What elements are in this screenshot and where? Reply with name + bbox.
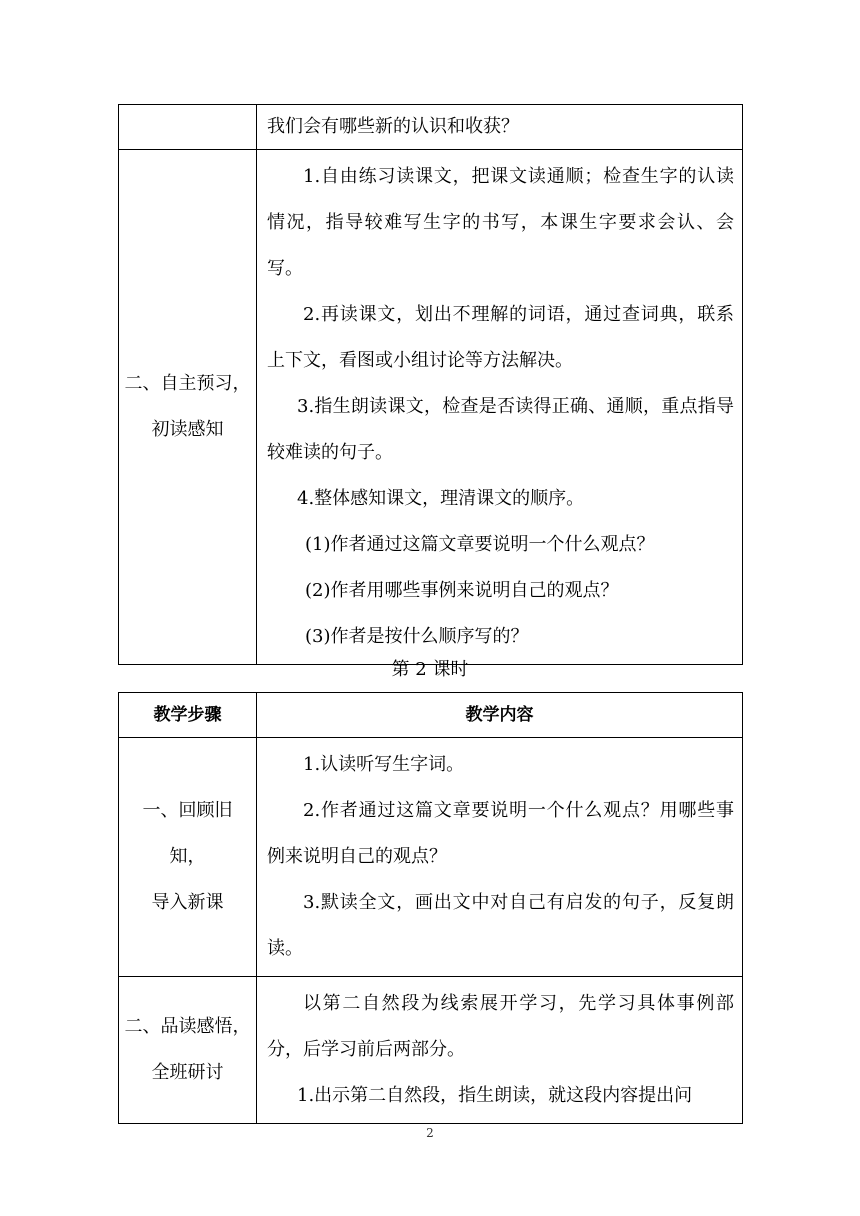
step-label: 导入新课 bbox=[151, 892, 224, 913]
step-label: 一、回顾旧 bbox=[142, 800, 233, 821]
content-cell: 我们会有哪些新的认识和收获？ bbox=[257, 105, 743, 150]
lesson-table-2 bbox=[118, 692, 743, 1124]
step-cell bbox=[119, 738, 257, 977]
step-label: 二、自主预习， bbox=[124, 373, 251, 394]
content-paragraph: 1.自由练习读课文，把课文读通顺；检查生字的认读情况，指导较难写生字的书写，本课生字要求会认、会写。 bbox=[267, 166, 734, 279]
content-paragraph: 以第二自然段为线索展开学习，先学习具体事例部分，后学习前后两部分。 bbox=[267, 993, 734, 1060]
column-header: 教学内容 bbox=[257, 693, 743, 738]
content-paragraph: 1.认读听写生字词。 bbox=[303, 754, 465, 775]
table-row bbox=[119, 150, 743, 665]
step-label: 初读感知 bbox=[151, 419, 224, 440]
table-row bbox=[119, 977, 743, 1124]
step-cell bbox=[119, 105, 257, 150]
section-title: 第 2 课时 bbox=[391, 659, 469, 680]
content-paragraph: (3)作者是按什么顺序写的？ bbox=[305, 626, 529, 647]
content-cell bbox=[257, 738, 743, 977]
table-row bbox=[119, 105, 743, 150]
step-label: 二、品读感悟， bbox=[124, 1016, 251, 1037]
content-paragraph: 3.默读全文，画出文中对自己有启发的句子，反复朗读。 bbox=[267, 892, 734, 959]
step-cell bbox=[119, 977, 257, 1124]
step-cell bbox=[119, 150, 257, 665]
content-paragraph: (1)作者通过这篇文章要说明一个什么观点？ bbox=[305, 534, 655, 555]
content-paragraph: 2.再读课文，划出不理解的词语，通过查词典，联系上下文，看图或小组讨论等方法解决。 bbox=[267, 304, 734, 371]
content-cell bbox=[257, 150, 743, 665]
content-paragraph: 4.整体感知课文，理清课文的顺序。 bbox=[297, 488, 585, 509]
content-paragraph: (2)作者用哪些事例来说明自己的观点？ bbox=[305, 580, 619, 601]
table-row bbox=[119, 738, 743, 977]
content-paragraph: 2.作者通过这篇文章要说明一个什么观点？用哪些事例来说明自己的观点？ bbox=[267, 800, 734, 867]
content-paragraph: 3.指生朗读课文，检查是否读得正确、通顺，重点指导较难读的句子。 bbox=[267, 396, 734, 463]
lesson-table-1 bbox=[118, 104, 743, 665]
content-paragraph: 1.出示第二自然段，指生朗读，就这段内容提出问 bbox=[297, 1085, 693, 1106]
step-label: 全班研讨 bbox=[151, 1062, 224, 1083]
content-cell bbox=[257, 977, 743, 1124]
step-label: 知， bbox=[169, 846, 206, 867]
column-header: 教学步骤 bbox=[119, 693, 257, 738]
table-header-row bbox=[119, 693, 743, 738]
page-number: 2 bbox=[426, 1126, 434, 1140]
